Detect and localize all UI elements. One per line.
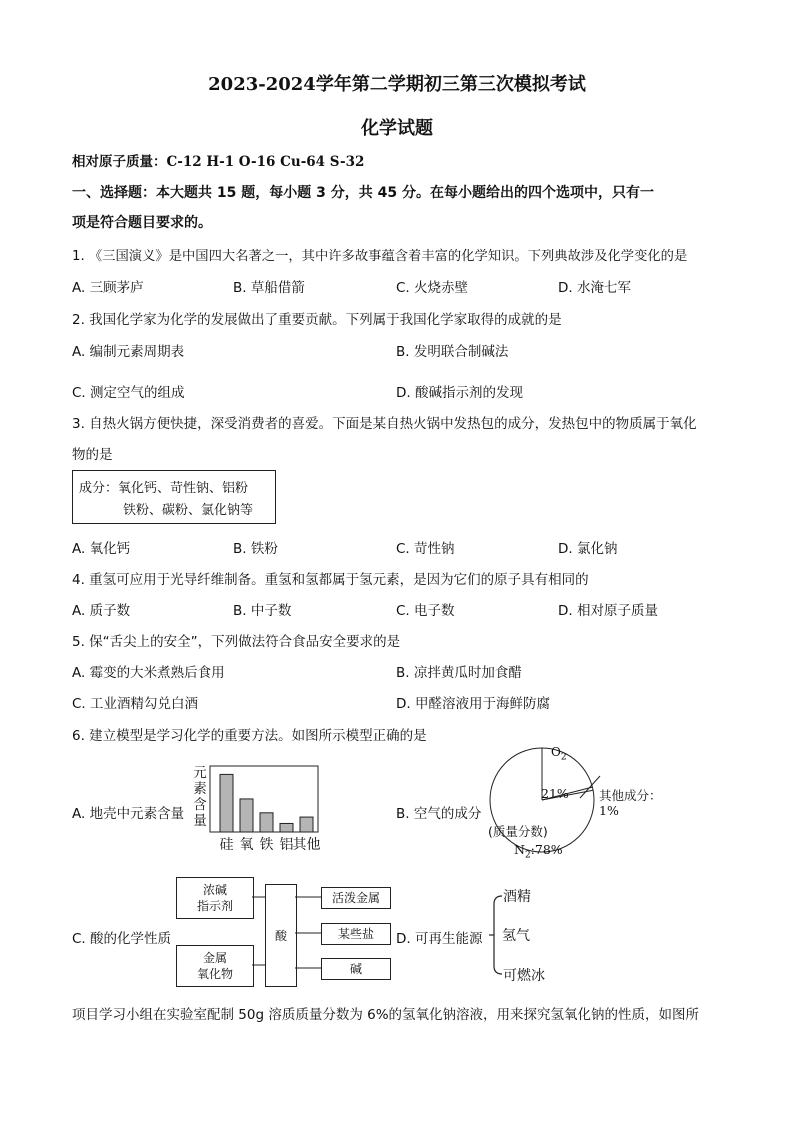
q1-option-c: C. 火烧赤壁 [396,280,469,296]
other-percent: 1% [599,803,619,818]
q3-stem-line2: 物的是 [72,447,113,463]
ingredients-box [72,470,276,524]
renewable-item-combustible-ice: 可燃冰 [503,968,545,984]
q6-option-c: C. 酸的化学性质 [72,931,172,947]
pie-note: (质量分数) [488,824,548,839]
bar-category-label: 铝 [279,837,294,853]
q2-option-a: A. 编制元素周期表 [72,344,185,360]
bar-category-label: 铁 [259,837,274,853]
bar-category-label: 硅 [219,837,234,853]
bar-ylabel-char: 素 [193,781,207,797]
q5-option-c: C. 工业酒精勾兑白酒 [72,696,199,712]
bar-硅 [220,774,233,832]
q3-option-b: B. 铁粉 [233,541,278,557]
bar-ylabel-char: 元 [193,765,207,781]
q6-option-d: D. 可再生能源 [396,931,483,947]
q5-stem: 5. 保“舌尖上的安全”，下列做法符合食品安全要求的是 [72,634,401,650]
q4-option-b: B. 中子数 [233,603,292,619]
bar-ylabel [192,765,208,829]
q4-option-d: D. 相对原子质量 [558,603,658,619]
exam-title: 2023-2024学年第二学期初三第三次模拟考试 [208,74,586,95]
n2-label: $N_2:78\%$ [514,842,563,861]
q4-stem: 4. 重氢可应用于光导纤维制备。重氢和氢都属于氢元素，是因为它们的原子具有相同的 [72,572,589,588]
bar-铝 [280,823,293,832]
q6-option-a: A. 地壳中元素含量 [72,806,185,822]
q6-option-b: B. 空气的成分 [396,806,482,822]
alkali-indicator-box: 浓碱 指示剂 [176,877,254,919]
q3-option-a: A. 氧化钙 [72,541,131,557]
bar-铁 [260,813,273,832]
q2-option-d: D. 酸碱指示剂的发现 [396,385,523,401]
q1-option-d: D. 水淹七军 [558,280,631,296]
atomic-masses: 相对原子质量：C-12 H-1 O-16 Cu-64 S-32 [72,154,365,170]
q4-option-a: A. 质子数 [72,603,131,619]
bar-氧 [240,799,253,832]
subject-title: 化学试题 [361,118,433,139]
q5-option-b: B. 凉拌黄瓜时加食醋 [396,665,522,681]
q5-option-a: A. 霉变的大米煮熟后食用 [72,665,225,681]
element-content-bar-chart [208,764,328,856]
q1-option-b: B. 草船借箭 [233,280,305,296]
q4-option-c: C. 电子数 [396,603,455,619]
next-question-text: 项目学习小组在实验室配制 50g 溶质质量分数为 6%的氢氧化钠溶液，用来探究氢氧化钠的性质，如图所 [72,1007,700,1023]
q6-stem: 6. 建立模型是学习化学的重要方法。如图所示模型正确的是 [72,728,427,744]
renewable-item-alcohol: 酒精 [503,889,531,905]
acid-connector-lines [250,870,330,990]
base-box: 碱 [321,958,391,980]
active-metal-box: 活泼金属 [321,887,391,909]
ingredients-line1: 成分：氧化钙、苛性钠、铝粉 [79,481,249,496]
metal-oxide-box: 金属 氧化物 [176,945,254,987]
bar-category-label: 其他 [292,837,321,853]
q3-option-c: C. 苛性钠 [396,541,455,557]
q2-option-c: C. 测定空气的组成 [72,385,185,401]
bar-category-label: 氧 [239,837,254,853]
q2-option-b: B. 发明联合制碱法 [396,344,509,360]
section-heading-line2: 项是符合题目要求的。 [72,215,212,231]
bar-ylabel-char: 量 [193,813,207,829]
o2-label: $O_2$ [551,745,567,763]
ingredients-line2: 铁粉、碳粉、氯化钠等 [123,503,254,518]
q1-stem: 1. 《三国演义》是中国四大名著之一，其中许多故事蕴含着丰富的化学知识。下列典故涉及化学变化的是 [72,249,688,264]
acid-box: 酸 [265,884,297,987]
q1-option-a: A. 三顾茅庐 [72,280,144,296]
o2-percent: 21% [541,786,569,801]
other-label: 其他成分： [599,788,662,803]
q5-option-d: D. 甲醛溶液用于海鲜防腐 [396,696,550,712]
bar-其他 [300,817,313,832]
q3-stem-line1: 3. 自热火锅方便快捷，深受消费者的喜爱。下面是某自热火锅中发热包的成分，发热包中的物质属于氧化 [72,416,697,432]
q2-stem: 2. 我国化学家为化学的发展做出了重要贡献。下列属于我国化学家取得的成就的是 [72,312,562,328]
some-salts-box: 某些盐 [321,923,391,945]
q3-option-d: D. 氯化钠 [558,541,618,557]
section-heading-line1: 一、选择题：本大题共 15 题，每小题 3 分，共 45 分。在每小题给出的四个选项中，只有一 [72,185,654,201]
renewable-item-hydrogen: 氢气 [502,928,530,944]
bar-ylabel-char: 含 [193,797,207,813]
